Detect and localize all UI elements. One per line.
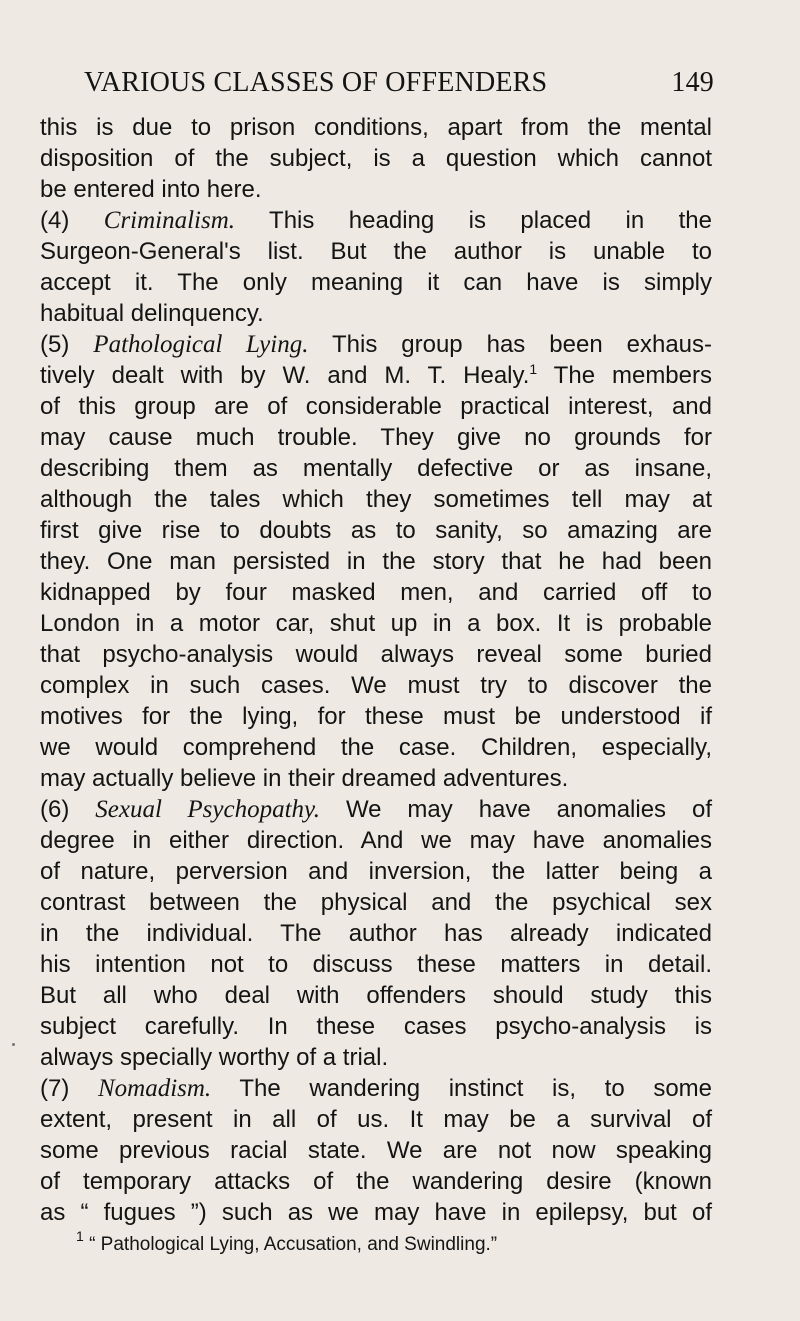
line-text: that psycho-analysis would always reveal some buried xyxy=(40,641,712,668)
line-text: kidnapped by four masked men, and carried off to xyxy=(40,579,712,606)
line-text: always specially worthy of a trial. xyxy=(40,1044,389,1071)
line-text: subject carefully. In these cases psycho-analysis is xyxy=(40,1013,712,1040)
footnote-marker: 1 xyxy=(76,1228,84,1244)
section-heading: Sexual Psychopathy. xyxy=(95,796,321,823)
line-text-tail: The members xyxy=(537,362,712,389)
section-number: (4) xyxy=(40,207,104,234)
text-line xyxy=(40,298,712,329)
page-speck xyxy=(12,1043,15,1046)
line-text: may actually believe in their dreamed adventures. xyxy=(40,765,569,792)
text-line xyxy=(40,980,712,1011)
page-number: 149 xyxy=(671,67,714,98)
text-line xyxy=(40,1166,712,1197)
text-line xyxy=(40,701,712,732)
line-text: his intention not to discuss these matters in detail. xyxy=(40,951,712,978)
text-line xyxy=(40,236,712,267)
line-text: some previous racial state. We are not now speaking xyxy=(40,1137,712,1164)
text-line xyxy=(40,608,712,639)
text-line xyxy=(40,112,712,143)
text-line xyxy=(40,546,712,577)
text-line xyxy=(40,267,712,298)
text-line xyxy=(40,484,712,515)
text-line xyxy=(40,763,712,794)
section-number: (6) xyxy=(40,796,96,823)
line-text: degree in either direction. And we may have anomalies xyxy=(40,827,712,854)
line-text: habitual delinquency. xyxy=(40,300,264,327)
line-text: We may have anomalies of xyxy=(320,796,712,823)
line-text: describing them as mentally defective or as insane, xyxy=(40,455,712,482)
text-line xyxy=(40,360,712,391)
text-line xyxy=(40,143,712,174)
line-text: may cause much trouble. They give no grounds for xyxy=(40,424,712,451)
text-line xyxy=(40,1073,712,1104)
text-line xyxy=(40,887,712,918)
section-heading: Nomadism. xyxy=(97,1075,212,1102)
line-text: motives for the lying, for these must be understood if xyxy=(40,703,712,730)
text-line xyxy=(40,918,712,949)
text-line xyxy=(40,577,712,608)
line-text: they. One man persisted in the story that he had been xyxy=(40,548,712,575)
line-text: complex in such cases. We must try to discover the xyxy=(40,672,712,699)
text-line xyxy=(40,639,712,670)
line-text: first give rise to doubts as to sanity, so amazing are xyxy=(40,517,712,544)
text-line xyxy=(40,422,712,453)
line-text: we would comprehend the case. Children, especially, xyxy=(40,734,712,761)
line-text: tively dealt with by W. and M. T. Healy. xyxy=(40,362,530,389)
text-line xyxy=(40,329,712,360)
text-line xyxy=(40,794,712,825)
text-line xyxy=(40,391,712,422)
line-text: be entered into here. xyxy=(40,176,262,203)
line-text: This heading is placed in the xyxy=(235,207,713,234)
section-heading: Pathological Lying. xyxy=(93,331,309,358)
footnote xyxy=(76,1228,716,1257)
section-heading: Criminalism. xyxy=(103,207,236,234)
text-line xyxy=(40,732,712,763)
line-text: in the individual. The author has already indicated xyxy=(40,920,712,947)
line-text: as “ fugues ”) such as we may have in epilepsy, but of xyxy=(40,1199,712,1226)
line-text: this is due to prison conditions, apart from the mental xyxy=(40,114,712,141)
line-text: But all who deal with offenders should study this xyxy=(40,982,712,1009)
text-line xyxy=(40,515,712,546)
footnote-text: “ Pathological Lying, Accusation, and Swindling.” xyxy=(89,1234,498,1255)
text-line xyxy=(40,205,712,236)
text-line xyxy=(40,825,712,856)
line-text: of temporary attacks of the wandering desire (known xyxy=(40,1168,712,1195)
line-text: London in a motor car, shut up in a box. It is probable xyxy=(40,610,712,637)
line-text: extent, present in all of us. It may be a survival of xyxy=(40,1106,712,1133)
text-line xyxy=(40,1011,712,1042)
text-line xyxy=(40,1042,712,1073)
text-line xyxy=(40,174,712,205)
line-text: Surgeon-General's list. But the author is unable to xyxy=(40,238,712,265)
line-text: of this group are of considerable practical interest, and xyxy=(40,393,712,420)
text-line xyxy=(40,453,712,484)
running-title: VARIOUS CLASSES OF OFFENDERS xyxy=(84,67,548,98)
text-line xyxy=(40,949,712,980)
body-text xyxy=(40,112,712,1228)
section-number: (7) xyxy=(40,1075,98,1102)
line-text: of nature, perversion and inversion, the latter being a xyxy=(40,858,712,885)
section-number: (5) xyxy=(40,331,94,358)
text-line xyxy=(40,670,712,701)
text-line xyxy=(40,1104,712,1135)
text-line xyxy=(40,856,712,887)
line-text: contrast between the physical and the psychical sex xyxy=(40,889,712,916)
line-text: disposition of the subject, is a question which cannot xyxy=(40,145,712,172)
text-line xyxy=(40,1197,712,1228)
line-text: The wandering instinct is, to some xyxy=(211,1075,713,1102)
footnote-reference: 1 xyxy=(529,361,538,377)
line-text: This group has been exhaus- xyxy=(308,331,713,358)
text-line xyxy=(40,1135,712,1166)
line-text: accept it. The only meaning it can have is simply xyxy=(40,269,712,296)
line-text: although the tales which they sometimes tell may at xyxy=(40,486,712,513)
